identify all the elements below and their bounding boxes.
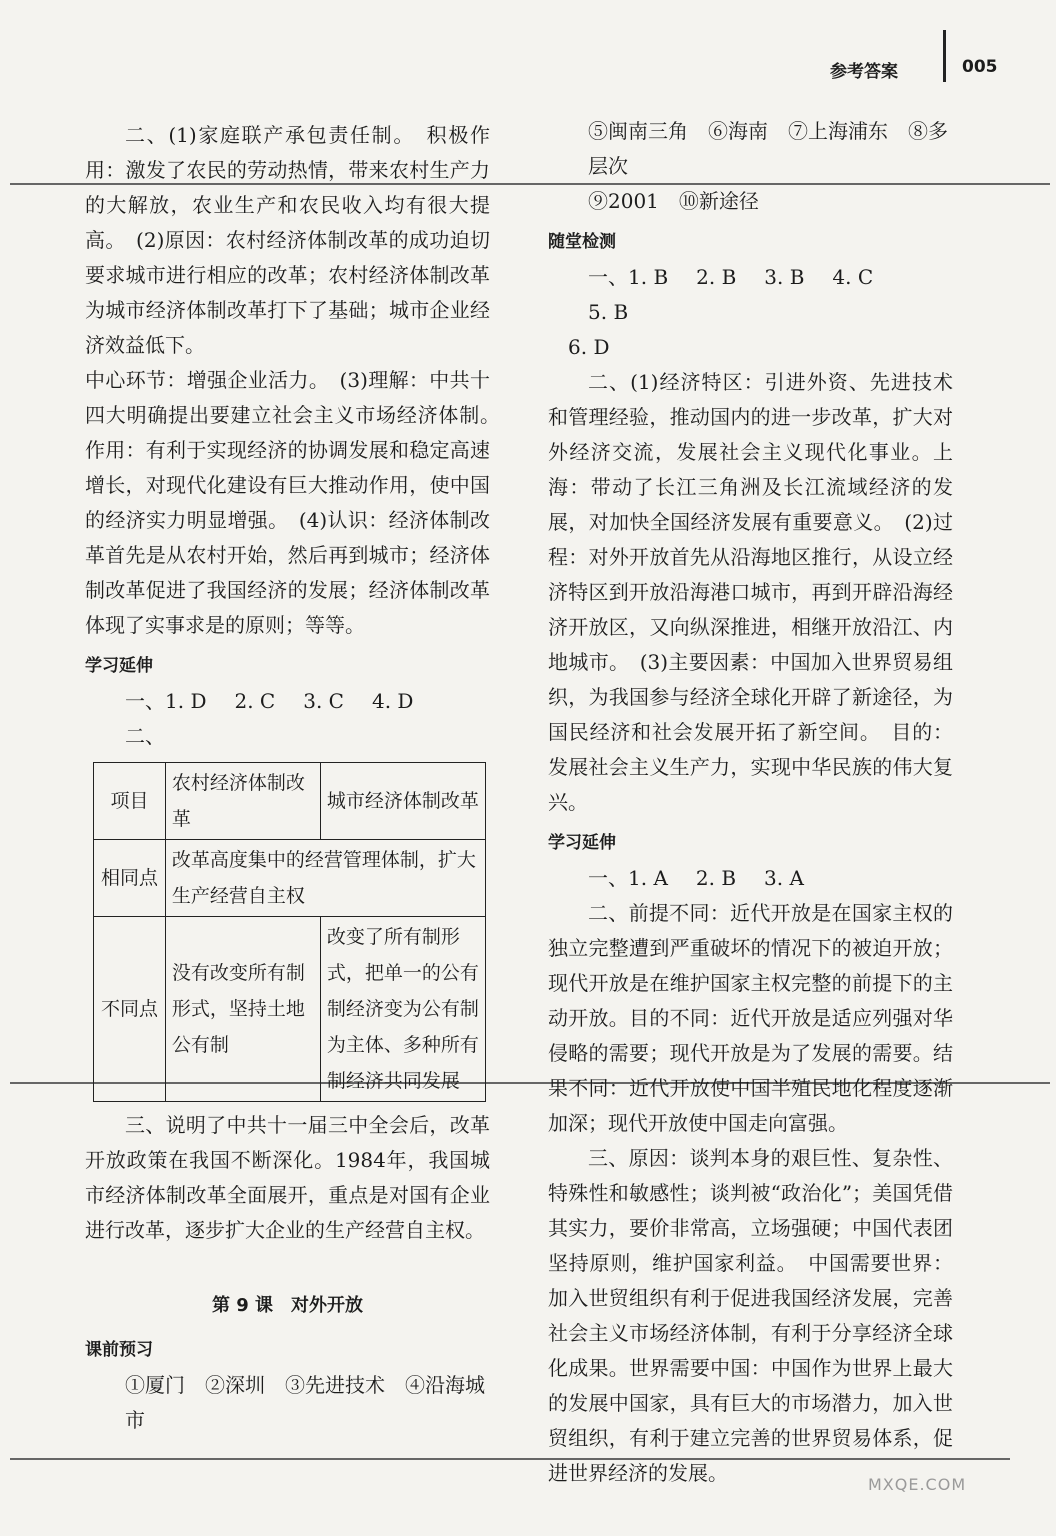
- question-label: 二、: [125, 724, 165, 748]
- choice-answers: 6. D: [568, 335, 610, 359]
- table-row: [94, 763, 486, 840]
- table-row: [94, 917, 486, 1102]
- answer-paragraph: 中心环节：增强企业活力。 (3)理解：中共十四大明确提出要建立社会主义市场经济体制。 作用：有利于实现经济的协调发展和稳定高速增长，对现代化建设有巨大推动作用，使中国的经济实力明显增强。 (4)认识：经济体制改革首先是从农村开始，然后再到城市；经济体制改革促进了我国经济的发展；经济体制改革体现了实事求是的原则；等等。: [85, 368, 510, 637]
- right-column: [548, 119, 953, 1491]
- table-cell: 农村经济体制改革: [165, 763, 320, 840]
- section-heading: 随堂检测: [548, 232, 616, 252]
- table-cell: 改革高度集中的经营管理体制，扩大生产经营自主权: [165, 840, 485, 917]
- header-divider: [943, 30, 946, 82]
- choice-answers: 一、1. A 2. B 3. A: [588, 866, 804, 890]
- section-heading: 学习延伸: [85, 656, 153, 676]
- answer-paragraph: 二、(1)经济特区：引进外资、先进技术和管理经验，推动国内的进一步改革，扩大对外经济交流，发展社会主义现代化事业。上海：带动了长江三角洲及长江流域经济的发展，对加快全国经济发展有重要意义。 (2)过程：对外开放首先从沿海地区推行，从设立经济特区到开放沿海港口城市，再到开辟沿海经济开放区，又向纵深推进，相继开放沿江、内地城市。 (3)主要因素：中国加入世界贸易组织，为我国参与经济全球化开辟了新途径，为国民经济和社会发展开拓了新空间。 目的：发展社会主义生产力，实现中华民族的伟大复兴。: [548, 370, 953, 814]
- choice-answers: 一、1. D 2. C 3. C 4. D: [125, 689, 414, 713]
- header-section-label: 参考答案: [830, 62, 898, 82]
- preview-answers: ⑤闽南三角 ⑥海南 ⑦上海浦东 ⑧多层次: [588, 119, 948, 178]
- preview-answers: ①厦门 ②深圳 ③先进技术 ④沿海城市: [125, 1373, 485, 1432]
- answer-paragraph: 二、前提不同：近代开放是在国家主权的独立完整遭到严重破坏的情况下的被迫开放；现代开放是在维护国家主权完整的前提下的主动开放。目的不同：近代开放是适应列强对华侵略的需要；现代开放是为了发展的需要。结果不同：近代开放使中国半殖民地化程度逐渐加深；现代开放使中国走向富强。: [548, 901, 953, 1135]
- table-cell: 项目: [94, 763, 166, 840]
- choice-answers: 一、1. B 2. B 3. B 4. C5. B: [588, 265, 874, 324]
- table-cell: 改变了所有制形式，把单一的公有制经济变为公有制为主体、多种所有制经济共同发展: [320, 917, 485, 1102]
- preview-answers: ⑨2001 ⑩新途径: [588, 189, 759, 213]
- comparison-table: [93, 762, 486, 1102]
- table-row: [94, 840, 486, 917]
- answer-paragraph: 三、原因：谈判本身的艰巨性、复杂性、特殊性和敏感性；谈判被“政治化”；美国凭借其实力，要价非常高，立场强硬；中国代表团坚持原则，维护国家利益。 中国需要世界：加入世贸组织有利于促进我国经济发展，完善社会主义市场经济体制，有利于分享经济全球化成果。世界需要中国：中国作为世界上最大的发展中国家，具有巨大的市场潜力，加入世贸组织，有利于建立完善的世界贸易体系，促进世界经济的发展。: [548, 1146, 953, 1485]
- section-heading: 课前预习: [85, 1340, 153, 1360]
- left-column: [85, 118, 510, 1438]
- lesson-title: 第 9 课 对外开放: [211, 1295, 364, 1316]
- watermark-logo: MXQE.COM: [868, 1475, 967, 1494]
- table-cell: 不同点: [94, 917, 166, 1102]
- table-cell: 没有改变所有制形式，坚持土地公有制: [165, 917, 320, 1102]
- table-cell: 相同点: [94, 840, 166, 917]
- section-heading: 学习延伸: [548, 833, 616, 853]
- answer-paragraph: 三、说明了中共十一届三中全会后，改革开放政策在我国不断深化。1984年，我国城市经济体制改革全面展开，重点是对国有企业进行改革，逐步扩大企业的生产经营自主权。: [85, 1113, 490, 1242]
- page-number: 005: [962, 57, 998, 77]
- answer-paragraph: 二、(1)家庭联产承包责任制。 积极作用：激发了农民的劳动热情，带来农村生产力的大解放，农业生产和农民收入均有很大提高。 (2)原因：农村经济体制改革的成功迫切要求城市进行相应的改革；农村经济体制改革为城市经济体制改革打下了基础；城市企业经济效益低下。: [85, 123, 490, 357]
- table-cell: 城市经济体制改革: [320, 763, 485, 840]
